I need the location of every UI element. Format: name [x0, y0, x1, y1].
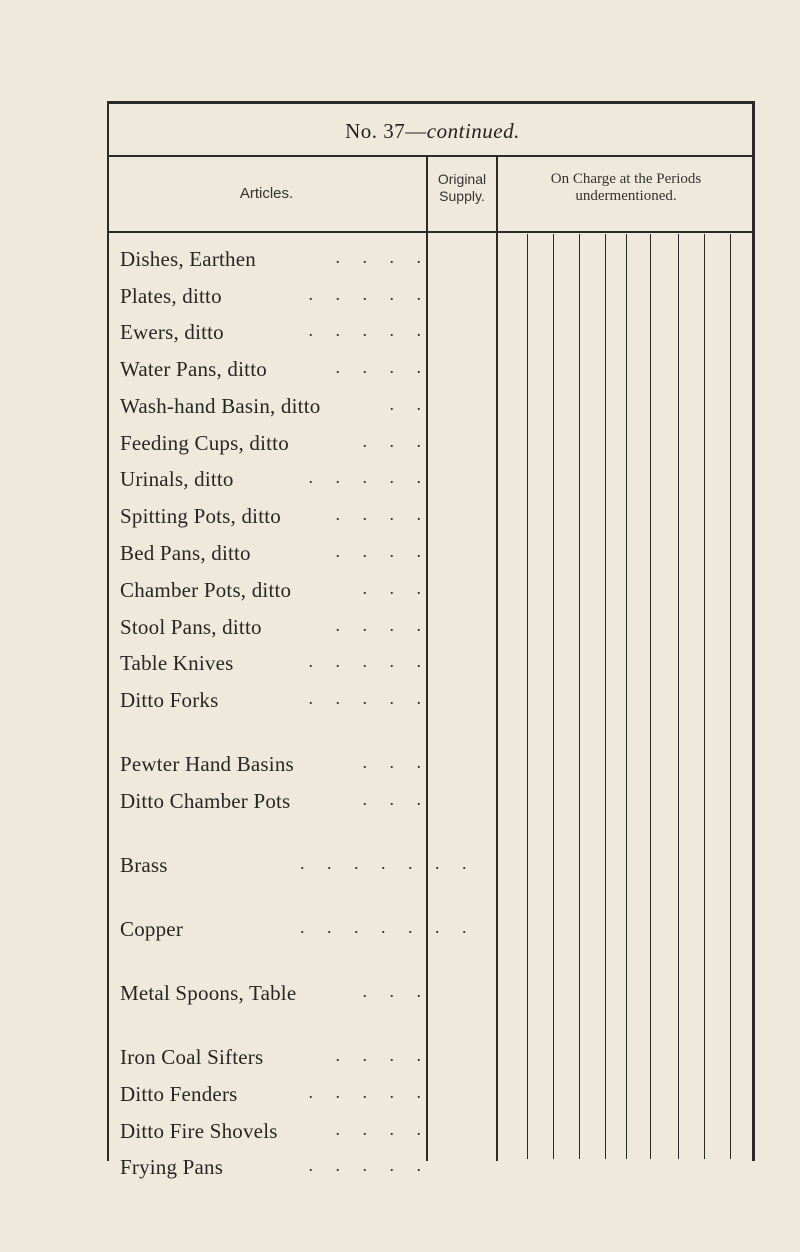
list-item: Brass . . . . . . . — [120, 853, 476, 877]
period-line-3 — [579, 234, 580, 1159]
header-rule — [109, 231, 754, 233]
list-item: Feeding Cups, ditto . . . — [120, 431, 430, 455]
articles-header: Articles. — [239, 185, 294, 202]
list-item: Spitting Pots, ditto . . . . — [120, 504, 430, 528]
list-item: Ditto Chamber Pots . . . — [120, 789, 430, 813]
period-line-5 — [626, 234, 627, 1159]
period-line-6 — [650, 234, 651, 1159]
on-charge-header: On Charge at the Periods undermentioned. — [550, 171, 702, 204]
top-rule — [107, 101, 755, 104]
original-supply-header: Original Supply. — [437, 171, 487, 204]
list-item: Pewter Hand Basins . . . — [120, 752, 430, 776]
list-item: Ditto Fire Shovels . . . . — [120, 1119, 430, 1143]
title-rule — [109, 155, 754, 157]
list-item: Urinals, ditto . . . . . — [120, 467, 430, 491]
list-item: Stool Pans, ditto . . . . — [120, 615, 430, 639]
period-line-4 — [605, 234, 606, 1159]
period-line-7 — [678, 234, 679, 1159]
list-item: Bed Pans, ditto . . . . — [120, 541, 430, 565]
right-border — [752, 101, 755, 1161]
list-item: Plates, ditto . . . . . — [120, 284, 430, 308]
list-item: Water Pans, ditto . . . . — [120, 357, 430, 381]
left-border — [107, 101, 109, 1161]
period-line-1 — [527, 234, 528, 1159]
list-item: Table Knives . . . . . — [120, 651, 430, 675]
list-item: Iron Coal Sifters . . . . — [120, 1045, 430, 1069]
period-line-9 — [730, 234, 731, 1159]
list-item: Copper . . . . . . . — [120, 917, 476, 941]
supply-divider — [496, 157, 498, 1161]
table-title — [110, 119, 755, 144]
list-item: Ditto Fenders . . . . . — [120, 1082, 430, 1106]
list-item: Dishes, Earthen . . . . — [120, 247, 430, 271]
period-line-8 — [704, 234, 705, 1159]
list-item: Wash-hand Basin, ditto . . — [120, 394, 430, 418]
list-item: Metal Spoons, Table . . . — [120, 981, 430, 1005]
list-item: Ditto Forks . . . . . — [120, 688, 430, 712]
period-line-2 — [553, 234, 554, 1159]
title-continued: continued. — [426, 119, 520, 143]
title-prefix: No. 37— — [345, 119, 427, 143]
list-item: Ewers, ditto . . . . . — [120, 320, 430, 344]
list-item: Chamber Pots, ditto . . . — [120, 578, 430, 602]
list-item: Frying Pans . . . . . — [120, 1155, 430, 1179]
